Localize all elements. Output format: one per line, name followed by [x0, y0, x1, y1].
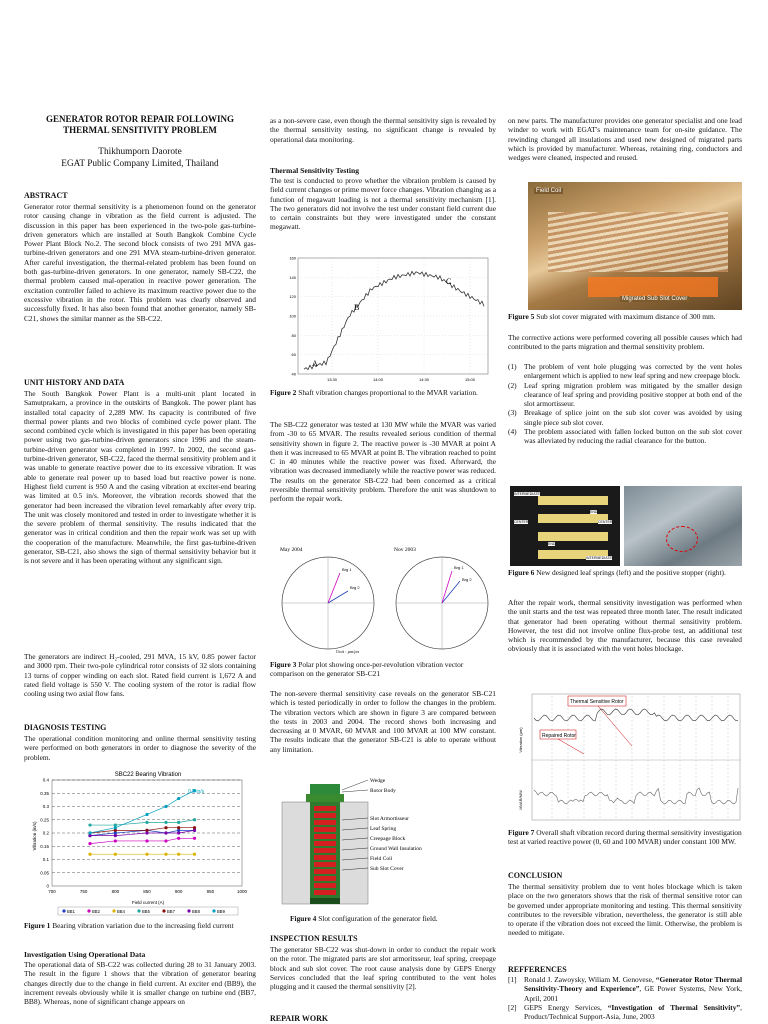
- unit-history-p2: The generators are indirect H₂-cooled, 291 MVA, 15 kV, 0.85 power factor and 3000 rpm. Their two-pole cylindrical rotor consists of 32 slots containing 13 turns of copper winding on each slot. Rated field current is 1,672 A and rated field voltage is 550 V. The cooling system of the rotor is radial flow cooling using two axial flow fans.: [24, 652, 256, 699]
- figure-6-caption: [508, 568, 742, 577]
- figure-5-label-bottom: Migrated Sub Slot Cover: [622, 296, 688, 302]
- wedge: [310, 784, 340, 794]
- figure-1-xtick: 700: [48, 889, 56, 894]
- abstract-text: Generator rotor thermal sensitivity is a phenomenon found on the generator rotor causing change in vibration as the field current is adjusted. The discussion in this paper has been experienced in the two-pole gas-turbine-driven generators which are installed at South Bangkok Combine Cycle Power Plant Block No.2. The second block consists of two 291 MVA gas-turbine-driven generators and one 291 MVA steam-turbine-driven generator. After careful investigation, the thermal-related problem has been found on both gas-turbine-driven generators. In one generator, namely SB-C22, the thermal problem caused mal-operation in reactive power generation. The excitation controller failed to achieve its maximum reactive power due to the excessive vibration in the rotor. This problem was clearly observed and successfully fixed. It has also been found that another generator, namely SB-C21, shows the similar manner as the SB-C22.: [24, 202, 256, 323]
- figure-4-text: Slot configuration of the generator field.: [318, 914, 438, 923]
- figure-1-point: [193, 837, 196, 840]
- figure-1-point: [177, 821, 180, 824]
- action-number: (2): [508, 380, 517, 390]
- field-coil-turn: [314, 827, 336, 832]
- positive-stopper-highlight: [666, 526, 698, 552]
- figure-7-svg: [512, 690, 742, 824]
- figure-2-point-c: C: [446, 277, 452, 286]
- figure-1-legend-label: BB5: [142, 909, 150, 914]
- col2-nonsevere-text: The non-severe thermal sensitivity case reveals on the generator SB-C21 which is tested periodically in order to follow the changes in the problem. The vibration vectors which are shown in figure 3 are compared between the tests in 2003 and 2004. The record shows both increasing and decreasing at 0 MVAR, 60 MVAR and 100 MVAR at 100 MW constant. The results indicate that the generator SB-C21 is able to operate without any limitation.: [270, 689, 496, 754]
- conclusion-text: The thermal sensitivity problem due to vent holes blockage which is taken place on the two generators shows that the risk of thermal sensitive rotor can be governed under appropriate monitoring and testing. This thermal sensitivity contributes to the reversible vibration, nevertheless, the generator is still able to operate if the vibration does not exceed the limit. Otherwise, the problem is needed to mitigate.: [508, 882, 742, 938]
- field-coil-turn: [314, 883, 336, 888]
- col3-intro-text: on new parts. The manufacturer provides one generator specialist and one lead winder to work with EGAT's maintenance team for on-site guidance. The rewinding changed all insulations and used new designed of migrated parts which is provided by manufacturer. Whereas, retaining ring, conductors and wedges were cleaned, inspected and reused.: [508, 116, 742, 163]
- figure-1-point: [145, 821, 148, 824]
- figure-1-point: [164, 831, 167, 834]
- figure-2-ytick: 160: [289, 255, 296, 261]
- figure-1-xtick: 900: [174, 889, 183, 894]
- field-coil-turn: [314, 813, 336, 818]
- figure-1-xtick: 850: [143, 889, 151, 894]
- figure-1-chart: [30, 766, 252, 918]
- figure-4-label: Leaf Spring: [370, 826, 397, 832]
- figure-2-label: Figure 2: [270, 388, 297, 397]
- slot-cover-strip: [588, 277, 718, 297]
- figure-2-ytick: 120: [289, 294, 296, 300]
- conclusion-heading: CONCLUSION: [508, 871, 563, 880]
- figure-4-leader: [342, 780, 368, 790]
- reference-source: , GE Power Systems, New York, April, 2001: [524, 984, 742, 1003]
- references-list: [508, 975, 742, 1021]
- figure-3-label: Figure 3: [270, 660, 297, 669]
- figure-1-ytick: 0.4: [42, 777, 49, 783]
- col3-corrective-text: The corrective actions were performed covering all possible causes which had contributed to the parts migration and thermal sensitivity problem.: [508, 333, 742, 352]
- figure-1-ytick: 0.05: [40, 870, 49, 876]
- unit-history-p1: The South Bangkok Power Plant is a multi-unit plant located in Samutprakarn, a province in the outskirts of Bangkok. The power plant has installed total capacity of 2,289 MW. Its capacity is contributed of five thermal power plants and two blocks of combined cycle power plant. The second combined cycle which is investigated in this paper has been operating power using two gas-turbine-driven generators since 1996 and the steam-turbine-driven generator was completed in 1997. In 2002, the second gas-turbine-driven generator, SB-C22, faced the thermal sensitivity problem and it was unable to generate reactive power due to its excessive vibration. It was able to generate real power up to based load but reactive power is none. Highest field current is 950 A and the casing vibration at exciter-end bearing was limited at 0.5 in/s. Moreover, the vibration records showed that the generator had been increased the vibration level remarkably after every trip. The unit was closely monitored and tested in order to investigate whether it is the severe problem of thermal sensitivity. The results indicated that the generator was in critical condition and then the repair work was set up with the cooperation of the manufacture. Meanwhile, the first gas-turbine-driven generator, SB-C21, also shows the sign of thermal sensitivity behavior but it is not severe and it has been operating without any significant sign.: [24, 389, 256, 566]
- figure-1-xlabel: Field current (A): [131, 900, 165, 905]
- figure-3-caption: [270, 660, 496, 679]
- figure-2-ytick: 60: [291, 352, 296, 358]
- figure-1-ytick: 0.25: [40, 817, 49, 823]
- figure-1-point: [145, 839, 148, 842]
- figure-1-point: [114, 834, 117, 837]
- figure-3-chart: [276, 543, 496, 655]
- figure-1-ytick: 0.15: [40, 843, 49, 849]
- polar-left-vector-1: [328, 591, 348, 603]
- figure-3-svg: [276, 543, 496, 655]
- figure-1-legend-swatch: [212, 909, 215, 912]
- figure-1-point: [193, 818, 196, 821]
- references-heading: REFFERENCES: [508, 965, 567, 974]
- repair-heading: REPAIR WORK: [270, 1014, 329, 1023]
- figure-2-xtick: 13:30: [326, 377, 338, 382]
- figure-3-text: Polar plot showing once-per-revolution vibration vector comparison on the generator SB-C21: [270, 660, 464, 679]
- figure-1-point: [193, 829, 196, 832]
- polar-right-vector-2: [442, 571, 452, 603]
- figure-4-label: Creepage Block: [370, 836, 406, 842]
- figure-3-unit: Unit : μm/ρπ: [336, 649, 359, 654]
- figure-1-xtick: 800: [111, 889, 120, 894]
- thermal-testing-text: The test is conducted to prove whether the vibration problem is caused by field current changes or prime mover force changes. Vibration changing as a function of megawatt loading is not a thermal sensitivity mechanism [1]. The two generators did not involve the test under constant field current due to certain constraints but they were investigated under the constant megawatt.: [270, 176, 496, 232]
- figure-2-point-a: A: [312, 359, 318, 368]
- figure-1-point: [114, 826, 117, 829]
- figure-1-legend-swatch: [87, 909, 90, 912]
- reference-number: [2]: [508, 1002, 517, 1012]
- action-text: The problem of vent hole plugging was corrected by the vent holes enlargement which is applied to new leaf spring and new creepage block.: [524, 362, 742, 381]
- figure-1-title: SBC22 Bearing Vibration: [114, 772, 182, 778]
- col2-intro-text: as a non-severe case, even though the thermal sensitivity sign is revealed by the thermal sensitivity testing, no significant change is revealed by operational data monitoring.: [270, 116, 496, 144]
- figure-1-legend-swatch: [112, 909, 115, 912]
- figure-2-point-b: B: [354, 303, 360, 312]
- figure-7-ylabel-2: MVAR/MW: [518, 790, 523, 810]
- figure-1-point: [88, 853, 91, 856]
- figure-1-point: [164, 853, 167, 856]
- field-coil-turn: [314, 862, 336, 867]
- figure-1-legend-label: BB8: [192, 909, 200, 914]
- fig6-tag: CENTER: [598, 520, 613, 524]
- investigation-heading: Investigation Using Operational Data: [24, 950, 146, 959]
- figure-4-label: Sub Slot Cover: [370, 866, 404, 872]
- corrective-actions-list: [508, 362, 742, 446]
- figure-1-point: [114, 839, 117, 842]
- figure-1-label: Figure 1: [24, 921, 51, 930]
- polar-right-label-2: Brg 2: [462, 577, 472, 582]
- col2-results-text: The SB-C22 generator was tested at 130 MW while the MVAR was varied from -30 to 65 MVAR. The results revealed serious condition of thermal sensitivity shown in figure 2. The reactive power is -30 MVAR at point A then it was increased to 65 MVAR at point B. The vibration reached to point C in 40 minutes while the reactive power was fixed. Afterward, the vibration was decreased immediately while the reactive power was reduced. The results on the generator SB-C22 had been concerned as a critical reversible thermal sensitivity problem. Therefore the unit was shutdown to perform the repair work.: [270, 420, 496, 504]
- field-coil-turn: [314, 890, 336, 895]
- figure-7-label: Figure 7: [508, 828, 535, 837]
- investigation-text: The operational data of SB-C22 was collected during 28 to 31 January 2003. The result in the figure 1 shows that the vibration of generator bearing changes directly due to the change in field current. At exciter end (BB9), the increment reveals obviously while it is smaller change on turbine end (BB7, BB8). Whereas, none of significant change appears on: [24, 960, 256, 1007]
- action-number: (1): [508, 362, 517, 371]
- action-item: [508, 408, 742, 427]
- reference-title: “Investigation of Thermal Sensitivity”: [607, 1002, 741, 1012]
- figure-1-svg: [30, 766, 252, 918]
- figure-1-legend-swatch: [137, 909, 140, 912]
- figure-1-point: [88, 842, 91, 845]
- figure-1-ytick: 0.35: [40, 790, 49, 796]
- figure-2-svg: [276, 254, 492, 386]
- figure-7-ylabel-1: Vibration (μm): [518, 727, 523, 753]
- figure-2-ytick: 100: [289, 313, 296, 319]
- figure-1-legend-swatch: [187, 909, 190, 912]
- field-coil-turn: [314, 876, 336, 881]
- figure-2-text: Shaft vibration changes proportional to the MVAR variation.: [298, 388, 478, 397]
- figure-7-caption: [508, 828, 742, 847]
- figure-4-leader: [342, 790, 368, 792]
- polar-right-vector-1: [442, 581, 460, 603]
- field-coil-turn: [314, 820, 336, 825]
- figure-1-point: [114, 853, 117, 856]
- reference-source: , Product/Technical Support-Asia, June, 2003: [524, 1002, 742, 1022]
- author-affiliation: EGAT Public Company Limited, Thailand: [61, 158, 219, 169]
- action-number: (4): [508, 427, 517, 437]
- fig6-tag: END: [548, 542, 556, 546]
- figure-6-text: New designed leaf springs (left) and the positive stopper (right).: [536, 568, 726, 577]
- sub-slot-cover: [310, 898, 340, 904]
- figure-1-legend-label: BB2: [92, 909, 100, 914]
- figure-7-label-repaired: Repaired Rotor: [542, 733, 576, 739]
- figure-1-point: [145, 853, 148, 856]
- figure-2-series-line: [304, 271, 484, 369]
- unit-history-heading: UNIT HISTORY AND DATA: [24, 378, 125, 387]
- figure-6-right-photo: [624, 486, 742, 566]
- polar-left-label-2: Brg 2: [350, 585, 360, 590]
- thermal-testing-heading: Thermal Sensitivity Testing: [270, 166, 360, 175]
- fig6-tag: CENTER: [514, 520, 529, 524]
- reference-title: “Generator Rotor Thermal Sensitivity-Theory and Experience”: [524, 975, 742, 994]
- figure-4-diagram: [276, 776, 496, 908]
- figure-1-point: [164, 821, 167, 824]
- figure-1-ytick: 0.1: [42, 857, 49, 862]
- diagnosis-text: The operational condition monitoring and online thermal sensitivity testing were performed on both generators in order to diagnose the severity of the problem.: [24, 734, 256, 762]
- figure-1-xtick: 1000: [236, 889, 248, 894]
- figure-1-xtick: 950: [206, 889, 215, 894]
- action-text: Leaf spring migration problem was mitigated by the smaller design clearance of leaf spring and providing positive stopper at both end of the slot armortisseur.: [524, 380, 742, 409]
- figure-4-label: Wedge: [370, 778, 386, 784]
- figure-4-caption: [290, 914, 490, 923]
- inspection-heading: INSPECTION RESULTS: [270, 934, 358, 943]
- figure-5-label-top: Field Coil: [536, 188, 562, 194]
- figure-4-label: Rotor Body: [370, 788, 396, 794]
- figure-1-xtick: 750: [79, 889, 88, 894]
- figure-1-point: [193, 853, 196, 856]
- figure-2-xtick: 14:30: [418, 377, 430, 382]
- coil-stack: [548, 212, 728, 272]
- polar-left-vector-2: [328, 573, 340, 603]
- fig6-tag: END: [590, 510, 598, 514]
- figure-2-xtick: 15:00: [464, 377, 476, 382]
- figure-6-left-photo: [510, 486, 620, 566]
- action-text: The problem associated with fallen locked button on the sub slot cover was alleviated by reducing the radial clearance for the button.: [524, 427, 742, 446]
- figure-1-legend-swatch: [62, 909, 65, 912]
- fig6-tag: INTERMEDIATE: [514, 492, 540, 496]
- author-name: Thikhumporn Daorote: [98, 147, 182, 157]
- figure-1-legend-label: BB1: [67, 909, 75, 914]
- figure-4-label: Ground Wall Insulation: [370, 846, 422, 852]
- figure-1-point: [177, 826, 180, 829]
- figure-5-label: Figure 5: [508, 312, 535, 321]
- figure-7-text: Overall shaft vibration record during thermal sensitivity investigation test at varied reactive power (0, 60 and 100 MVAR) under constant 100 MW.: [508, 828, 742, 847]
- field-coil-turn: [314, 834, 336, 839]
- figure-5-photo: [528, 182, 742, 310]
- reference-item: [508, 975, 742, 1003]
- action-number: (3): [508, 408, 517, 418]
- reference-authors: GEPS Energy Services,: [524, 1002, 608, 1012]
- reference-authors: Ronald J. Zawoysky, Wiliam M. Genovese,: [524, 975, 656, 984]
- figure-1-caption: [24, 921, 256, 930]
- figure-2-ytick: 40: [291, 371, 296, 377]
- action-item: [508, 427, 742, 446]
- reference-item: [508, 1003, 742, 1022]
- figure-7-vibration-trace: [534, 709, 738, 721]
- figure-1-ytick: 0.3: [42, 804, 49, 809]
- figure-1-point: [177, 837, 180, 840]
- figure-5-text: Sub slot cover migrated with maximum distance of 300 mm.: [536, 312, 716, 321]
- figure-4-svg: [276, 776, 496, 908]
- fig6-tag: INTERMEDIATE: [586, 556, 612, 560]
- figure-7-label-thermal: Thermal Sensitive Rotor: [570, 699, 624, 705]
- diagnosis-heading: DIAGNOSIS TESTING: [24, 723, 107, 732]
- polar-plot-left: [282, 557, 374, 649]
- col3-after-repair-text: After the repair work, thermal sensitivity investigation was performed when the unit starts and the test was repeated three month later. The result indicated that generator had been operating without thermal sensitivity problem. However, the test did not involve online flux-probe test, an additional test which is recommended by the manufacturer, because this case revealed obviously that it is associated with the vent holes blockage.: [508, 598, 742, 654]
- figure-1-point: [145, 813, 148, 816]
- figure-1-annotation: 0.5 in/s: [188, 789, 205, 795]
- field-coil-turn: [314, 869, 336, 874]
- figure-1-point: [164, 826, 167, 829]
- figure-4-label: Figure 4: [290, 914, 317, 923]
- field-coil-turn: [314, 806, 336, 811]
- figure-1-legend-label: BB4: [117, 909, 125, 914]
- polar-right-label-1: Brg 1: [454, 565, 464, 570]
- figure-3-right-title: Nov 2003: [394, 547, 416, 553]
- figure-1-text: Bearing vibration variation due to the increasing field current: [52, 921, 234, 930]
- figure-4-label: Slot Armortisseur: [370, 816, 409, 822]
- figure-2-chart: [276, 254, 492, 386]
- action-item: [508, 362, 742, 381]
- polar-plot-right: [396, 557, 488, 649]
- figure-4-label: Field Coil: [370, 856, 393, 862]
- field-coil-turn: [314, 841, 336, 846]
- figure-3-left-title: May 2004: [280, 547, 303, 553]
- figure-5-caption: [508, 312, 742, 321]
- figure-1-legend-label: BB7: [167, 909, 175, 914]
- author-block: [24, 147, 256, 170]
- figure-6-label: Figure 6: [508, 568, 535, 577]
- slot-top: [306, 794, 344, 802]
- action-item: [508, 381, 742, 409]
- figure-1-legend-label: BB9: [217, 909, 225, 914]
- figure-1-point: [164, 805, 167, 808]
- abstract-heading: ABSTRACT: [24, 191, 68, 200]
- reference-number: [1]: [508, 975, 517, 984]
- figure-1-point: [177, 831, 180, 834]
- inspection-text: The generator SB-C22 was shut-down in order to conduct the repair work on the rotor. The migrated parts are slot armoritsseur, leaf spring, creepage block and sub slot cover. The root cause analysis done by GEPS Energy Services concluded that the leaf spring contributed to the vent holes plugging and it caused the thermal sensitivity [2].: [270, 945, 496, 992]
- figure-1-ytick: 0: [46, 883, 49, 889]
- figure-1-point: [177, 853, 180, 856]
- figure-1-point: [177, 797, 180, 800]
- figure-1-point: [145, 831, 148, 834]
- figure-1-ylabel: Vibration (in/s): [32, 821, 37, 851]
- figure-7-mvar-trace: [534, 788, 738, 804]
- figure-1-point: [164, 839, 167, 842]
- field-coil-turn: [314, 855, 336, 860]
- figure-2-ytick: 80: [291, 332, 296, 338]
- field-coil-turn: [314, 848, 336, 853]
- figure-7-chart: [512, 690, 742, 824]
- paper-title: GENERATOR ROTOR REPAIR FOLLOWING THERMAL SENSITIVITY PROBLEM: [45, 114, 235, 135]
- figure-1-legend-swatch: [162, 909, 165, 912]
- figure-2-ytick: 140: [289, 274, 296, 280]
- action-text: Breakage of splice joint on the sub slot cover was avoided by using single piece sub slot cover.: [524, 408, 742, 427]
- figure-2-caption: [270, 388, 496, 397]
- figure-1-point: [88, 823, 91, 826]
- figure-1-point: [88, 831, 91, 834]
- polar-left-label-1: Brg 1: [342, 567, 352, 572]
- figure-1-ytick: 0.2: [42, 830, 49, 836]
- figure-2-xtick: 14:00: [372, 377, 384, 382]
